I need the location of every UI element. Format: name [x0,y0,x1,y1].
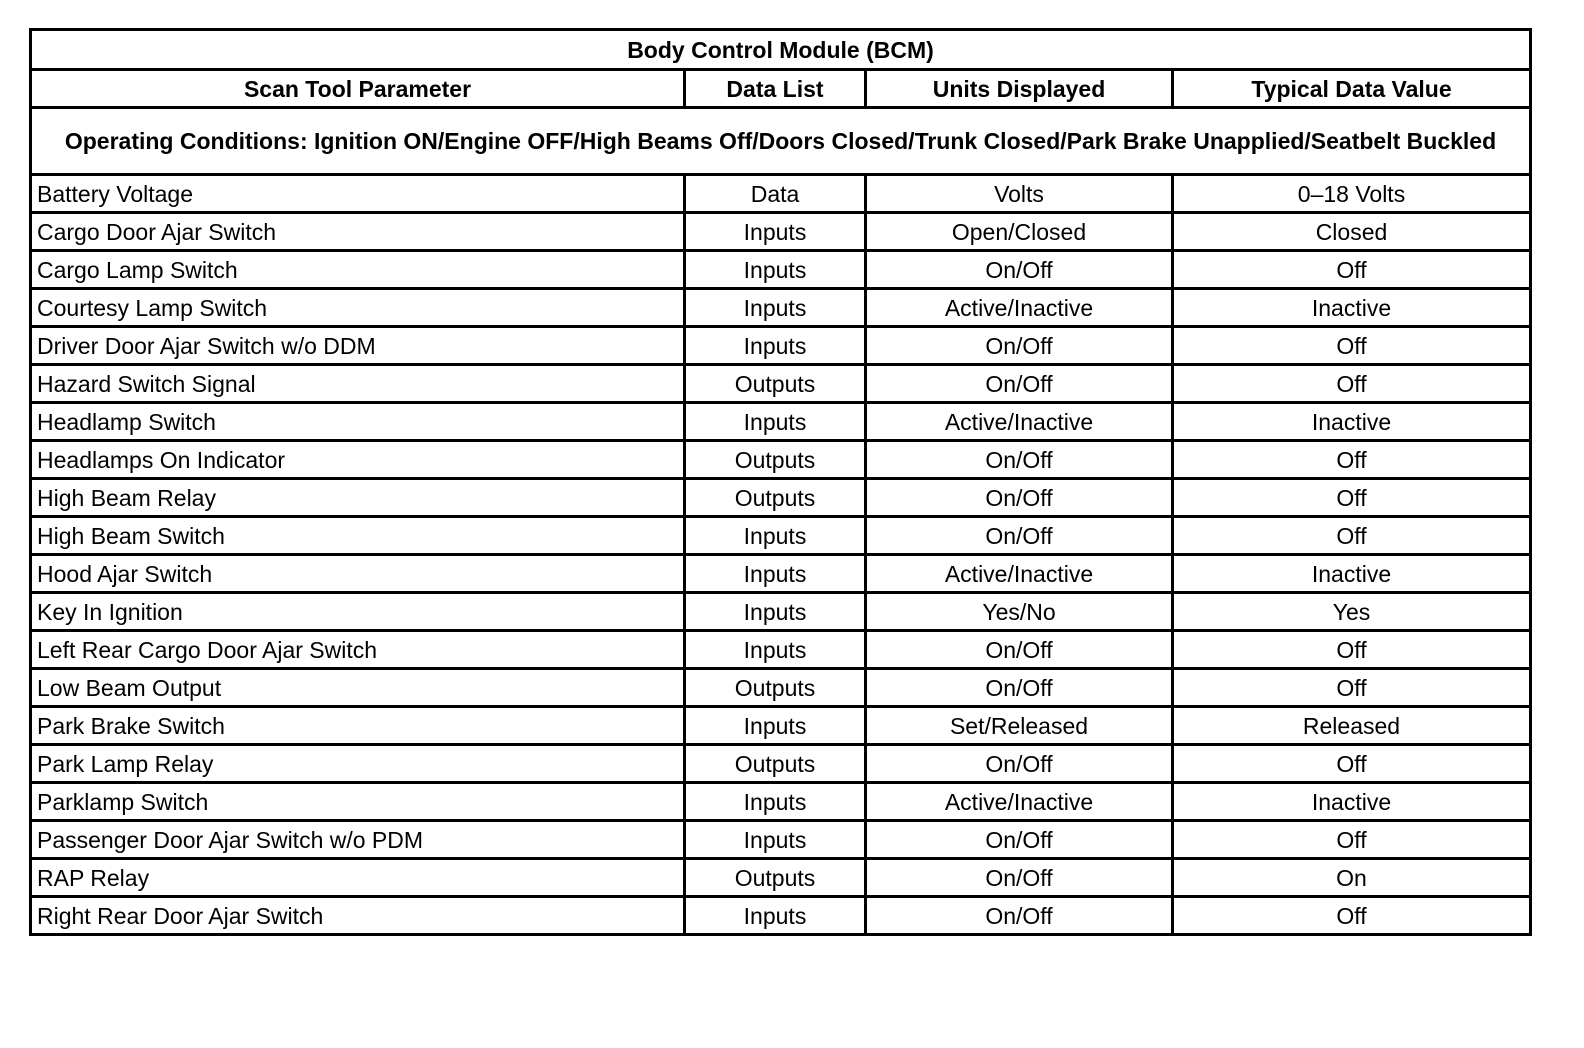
cell-parameter: Park Lamp Relay [31,745,685,783]
table-row [31,213,1531,251]
cell-data-list: Inputs [685,213,866,251]
cell-units: On/Off [866,859,1173,897]
cell-units: On/Off [866,669,1173,707]
cell-parameter: Key In Ignition [31,593,685,631]
cell-data-list: Inputs [685,783,866,821]
cell-typical-value: Released [1173,707,1531,745]
table-row [31,707,1531,745]
cell-units: Set/Released [866,707,1173,745]
table-row [31,479,1531,517]
table-row [31,251,1531,289]
cell-parameter: Headlamps On Indicator [31,441,685,479]
cell-data-list: Outputs [685,669,866,707]
cell-units: On/Off [866,821,1173,859]
cell-data-list: Inputs [685,897,866,935]
header-typical-data-value: Typical Data Value [1173,70,1531,108]
cell-units: On/Off [866,441,1173,479]
cell-typical-value: Inactive [1173,403,1531,441]
cell-units: Active/Inactive [866,555,1173,593]
header-row [31,70,1531,108]
cell-typical-value: Off [1173,479,1531,517]
cell-data-list: Outputs [685,745,866,783]
cell-typical-value: On [1173,859,1531,897]
table-row [31,327,1531,365]
cell-data-list: Inputs [685,821,866,859]
cell-parameter: RAP Relay [31,859,685,897]
table-row [31,441,1531,479]
cell-typical-value: Off [1173,365,1531,403]
cell-data-list: Outputs [685,479,866,517]
cell-units: On/Off [866,251,1173,289]
cell-parameter: Battery Voltage [31,175,685,213]
table-row [31,555,1531,593]
cell-typical-value: Off [1173,327,1531,365]
cell-parameter: Passenger Door Ajar Switch w/o PDM [31,821,685,859]
cell-data-list: Inputs [685,251,866,289]
cell-parameter: Cargo Door Ajar Switch [31,213,685,251]
cell-typical-value: Off [1173,821,1531,859]
cell-typical-value: 0–18 Volts [1173,175,1531,213]
cell-data-list: Inputs [685,289,866,327]
table-title: Body Control Module (BCM) [31,30,1531,70]
cell-parameter: Hood Ajar Switch [31,555,685,593]
cell-units: On/Off [866,745,1173,783]
table-row [31,897,1531,935]
title-row [31,30,1531,70]
cell-typical-value: Off [1173,631,1531,669]
cell-parameter: Hazard Switch Signal [31,365,685,403]
cell-parameter: Courtesy Lamp Switch [31,289,685,327]
header-units-displayed: Units Displayed [866,70,1173,108]
cell-typical-value: Off [1173,745,1531,783]
cell-parameter: High Beam Switch [31,517,685,555]
cell-typical-value: Off [1173,897,1531,935]
cell-parameter: Park Brake Switch [31,707,685,745]
cell-units: Open/Closed [866,213,1173,251]
table-row [31,289,1531,327]
table-row [31,593,1531,631]
cell-parameter: Driver Door Ajar Switch w/o DDM [31,327,685,365]
cell-data-list: Outputs [685,859,866,897]
cell-data-list: Inputs [685,517,866,555]
cell-units: Active/Inactive [866,403,1173,441]
table-row [31,745,1531,783]
header-scan-tool-parameter: Scan Tool Parameter [31,70,685,108]
cell-typical-value: Off [1173,517,1531,555]
cell-parameter: Headlamp Switch [31,403,685,441]
cell-typical-value: Off [1173,669,1531,707]
cell-data-list: Inputs [685,555,866,593]
cell-units: On/Off [866,631,1173,669]
cell-typical-value: Off [1173,251,1531,289]
table-row [31,365,1531,403]
cell-typical-value: Inactive [1173,289,1531,327]
cell-data-list: Inputs [685,593,866,631]
cell-parameter: Left Rear Cargo Door Ajar Switch [31,631,685,669]
cell-typical-value: Inactive [1173,555,1531,593]
operating-conditions: Operating Conditions: Ignition ON/Engine OFF/High Beams Off/Doors Closed/Trunk Closed/Park Brake Unapplied/Seatbelt Buckled [31,108,1531,175]
cell-units: On/Off [866,327,1173,365]
cell-data-list: Data [685,175,866,213]
table-row [31,669,1531,707]
cell-units: On/Off [866,479,1173,517]
cell-units: On/Off [866,897,1173,935]
cell-parameter: Right Rear Door Ajar Switch [31,897,685,935]
cell-units: On/Off [866,365,1173,403]
cell-data-list: Inputs [685,327,866,365]
table-row [31,175,1531,213]
table-row [31,631,1531,669]
cell-units: Volts [866,175,1173,213]
table-row [31,859,1531,897]
table-row [31,403,1531,441]
cell-typical-value: Yes [1173,593,1531,631]
cell-typical-value: Off [1173,441,1531,479]
cell-typical-value: Inactive [1173,783,1531,821]
table-row [31,517,1531,555]
bcm-data-table [29,28,1532,936]
cell-data-list: Inputs [685,707,866,745]
header-data-list: Data List [685,70,866,108]
cell-typical-value: Closed [1173,213,1531,251]
cell-data-list: Inputs [685,631,866,669]
cell-data-list: Inputs [685,403,866,441]
cell-parameter: Low Beam Output [31,669,685,707]
cell-parameter: High Beam Relay [31,479,685,517]
cell-units: Active/Inactive [866,783,1173,821]
cell-data-list: Outputs [685,441,866,479]
cell-units: Active/Inactive [866,289,1173,327]
table-row [31,783,1531,821]
cell-units: Yes/No [866,593,1173,631]
table-row [31,821,1531,859]
cell-parameter: Cargo Lamp Switch [31,251,685,289]
operating-conditions-row [31,108,1531,175]
cell-parameter: Parklamp Switch [31,783,685,821]
cell-units: On/Off [866,517,1173,555]
cell-data-list: Outputs [685,365,866,403]
